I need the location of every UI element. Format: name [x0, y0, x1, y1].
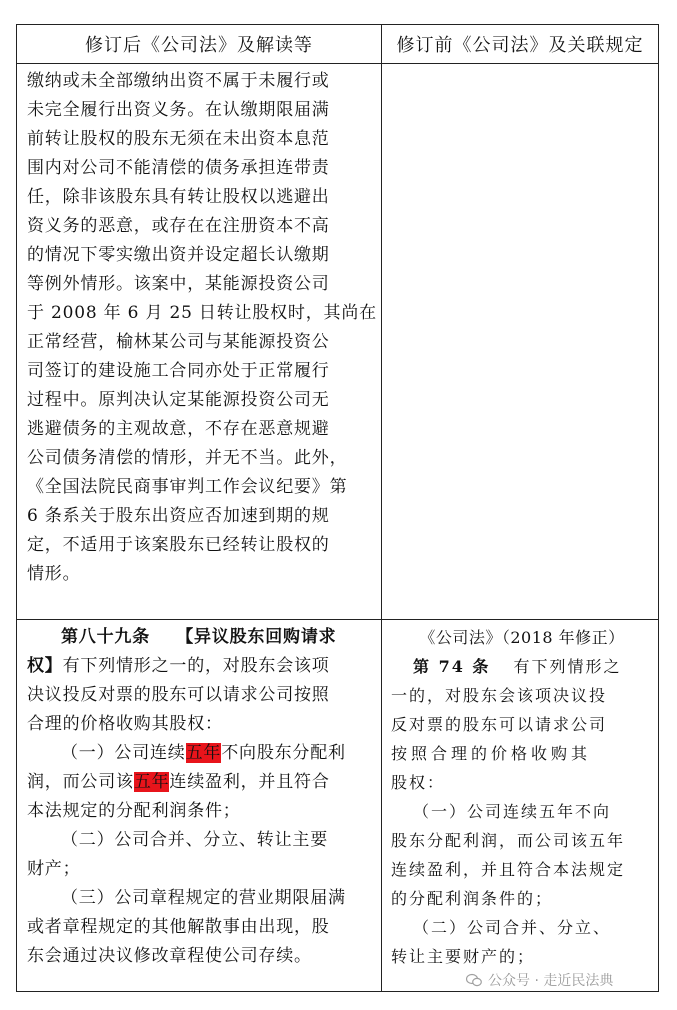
article-number: 第八十九条	[61, 627, 150, 647]
commentary-line: 逃避债务的主观故意，不存在恶意规避	[27, 419, 330, 439]
commentary-line: 未完全履行出资义务。在认缴期限届满	[27, 100, 330, 120]
commentary-line: 正常经营，榆林某公司与某能源投资公	[27, 332, 330, 352]
wechat-icon	[466, 973, 482, 987]
old-article-cell	[391, 623, 653, 989]
item-1-text: （一）公司连续	[61, 743, 186, 763]
old-article-text: 按照合理的价格收购其	[391, 744, 592, 763]
article-title: 【异议股东回购请求	[176, 627, 337, 647]
commentary-line: 过程中。原判决认定某能源投资公司无	[27, 390, 330, 410]
row-divider	[17, 619, 658, 620]
commentary-cell	[27, 67, 377, 617]
item-2-text: （二）公司合并、分立、转让主要	[61, 830, 328, 850]
commentary-line: 定，不适用于该案股东已经转让股权的	[27, 535, 330, 555]
commentary-line: 等例外情形。该案中，某能源投资公司	[27, 274, 330, 294]
old-article-text: 反对票的股东可以请求公司	[391, 715, 608, 734]
item-1-text: 润，而公司该	[27, 772, 134, 792]
item-3-text: 或者章程规定的其他解散事由出现，股	[27, 917, 330, 937]
old-article-number: 第 74 条	[413, 657, 491, 676]
header-right: 修订前《公司法》及关联规定	[396, 35, 644, 56]
item-3-text: （三）公司章程规定的营业期限届满	[61, 888, 346, 908]
article-text: 决议投反对票的股东可以请求公司按照	[27, 685, 330, 705]
item-1-text: 不向股东分配利	[221, 743, 346, 763]
highlight-five-years: 五年	[133, 772, 170, 792]
old-article-text: （二）公司合并、分立、	[413, 918, 612, 937]
old-article-text: 一的，对股东会该项决议投	[391, 686, 608, 705]
commentary-line: 的情况下零实缴出资并设定超长认缴期	[27, 245, 330, 265]
old-article-text: （一）公司连续五年不向	[413, 802, 612, 821]
highlight-five-years: 五年	[185, 743, 222, 763]
article-89-cell	[27, 623, 377, 989]
watermark	[466, 970, 613, 990]
old-article-text: 股东分配利润，而公司该五年	[391, 831, 626, 850]
old-article-text: 连续盈利，并且符合本法规定	[391, 860, 626, 879]
old-law-source: 《公司法》（2018 年修正）	[419, 628, 625, 647]
article-title-end: 权】	[27, 656, 63, 676]
commentary-line: 《全国法院民商事审判工作会议纪要》第	[27, 477, 348, 497]
commentary-line: 围内对公司不能清偿的债务承担连带责	[27, 158, 330, 178]
item-3-text: 东会通过决议修改章程使公司存续。	[27, 946, 312, 966]
header-left: 修订后《公司法》及解读等	[85, 35, 313, 56]
commentary-line: 6 条系关于股东出资应否加速到期的规	[27, 506, 330, 526]
item-2-text: 财产；	[27, 859, 81, 879]
commentary-line: 于 2008 年 6 月 25 日转让股权时，其尚在	[27, 303, 377, 323]
item-1-text: 连续盈利，并且符合	[169, 772, 330, 792]
comparison-table	[16, 24, 659, 992]
watermark-text: 公众号 · 走近民法典	[488, 973, 614, 989]
item-1-text: 本法规定的分配利润条件；	[27, 801, 241, 821]
header-divider	[17, 63, 658, 64]
commentary-line: 任，除非该股东具有转让股权以逃避出	[27, 187, 330, 207]
commentary-line: 公司债务清偿的情形，并无不当。此外，	[27, 448, 348, 468]
commentary-line: 司签订的建设施工合同亦处于正常履行	[27, 361, 330, 381]
commentary-line: 资义务的恶意，或存在在注册资本不高	[27, 216, 330, 236]
old-article-text: 股权：	[391, 773, 446, 792]
commentary-line: 缴纳或未全部缴纳出资不属于未履行或	[27, 71, 330, 91]
commentary-line: 前转让股权的股东无须在未出资本息范	[27, 129, 330, 149]
old-article-text: 有下列情形之	[513, 657, 622, 676]
old-article-text: 转让主要财产的；	[391, 947, 536, 966]
commentary-line: 情形。	[27, 564, 81, 584]
old-article-text: 的分配利润条件的；	[391, 889, 554, 908]
column-divider	[381, 25, 382, 991]
article-text: 合理的价格收购其股权：	[27, 714, 223, 734]
article-text: 有下列情形之一的，对股东会该项	[62, 656, 330, 676]
